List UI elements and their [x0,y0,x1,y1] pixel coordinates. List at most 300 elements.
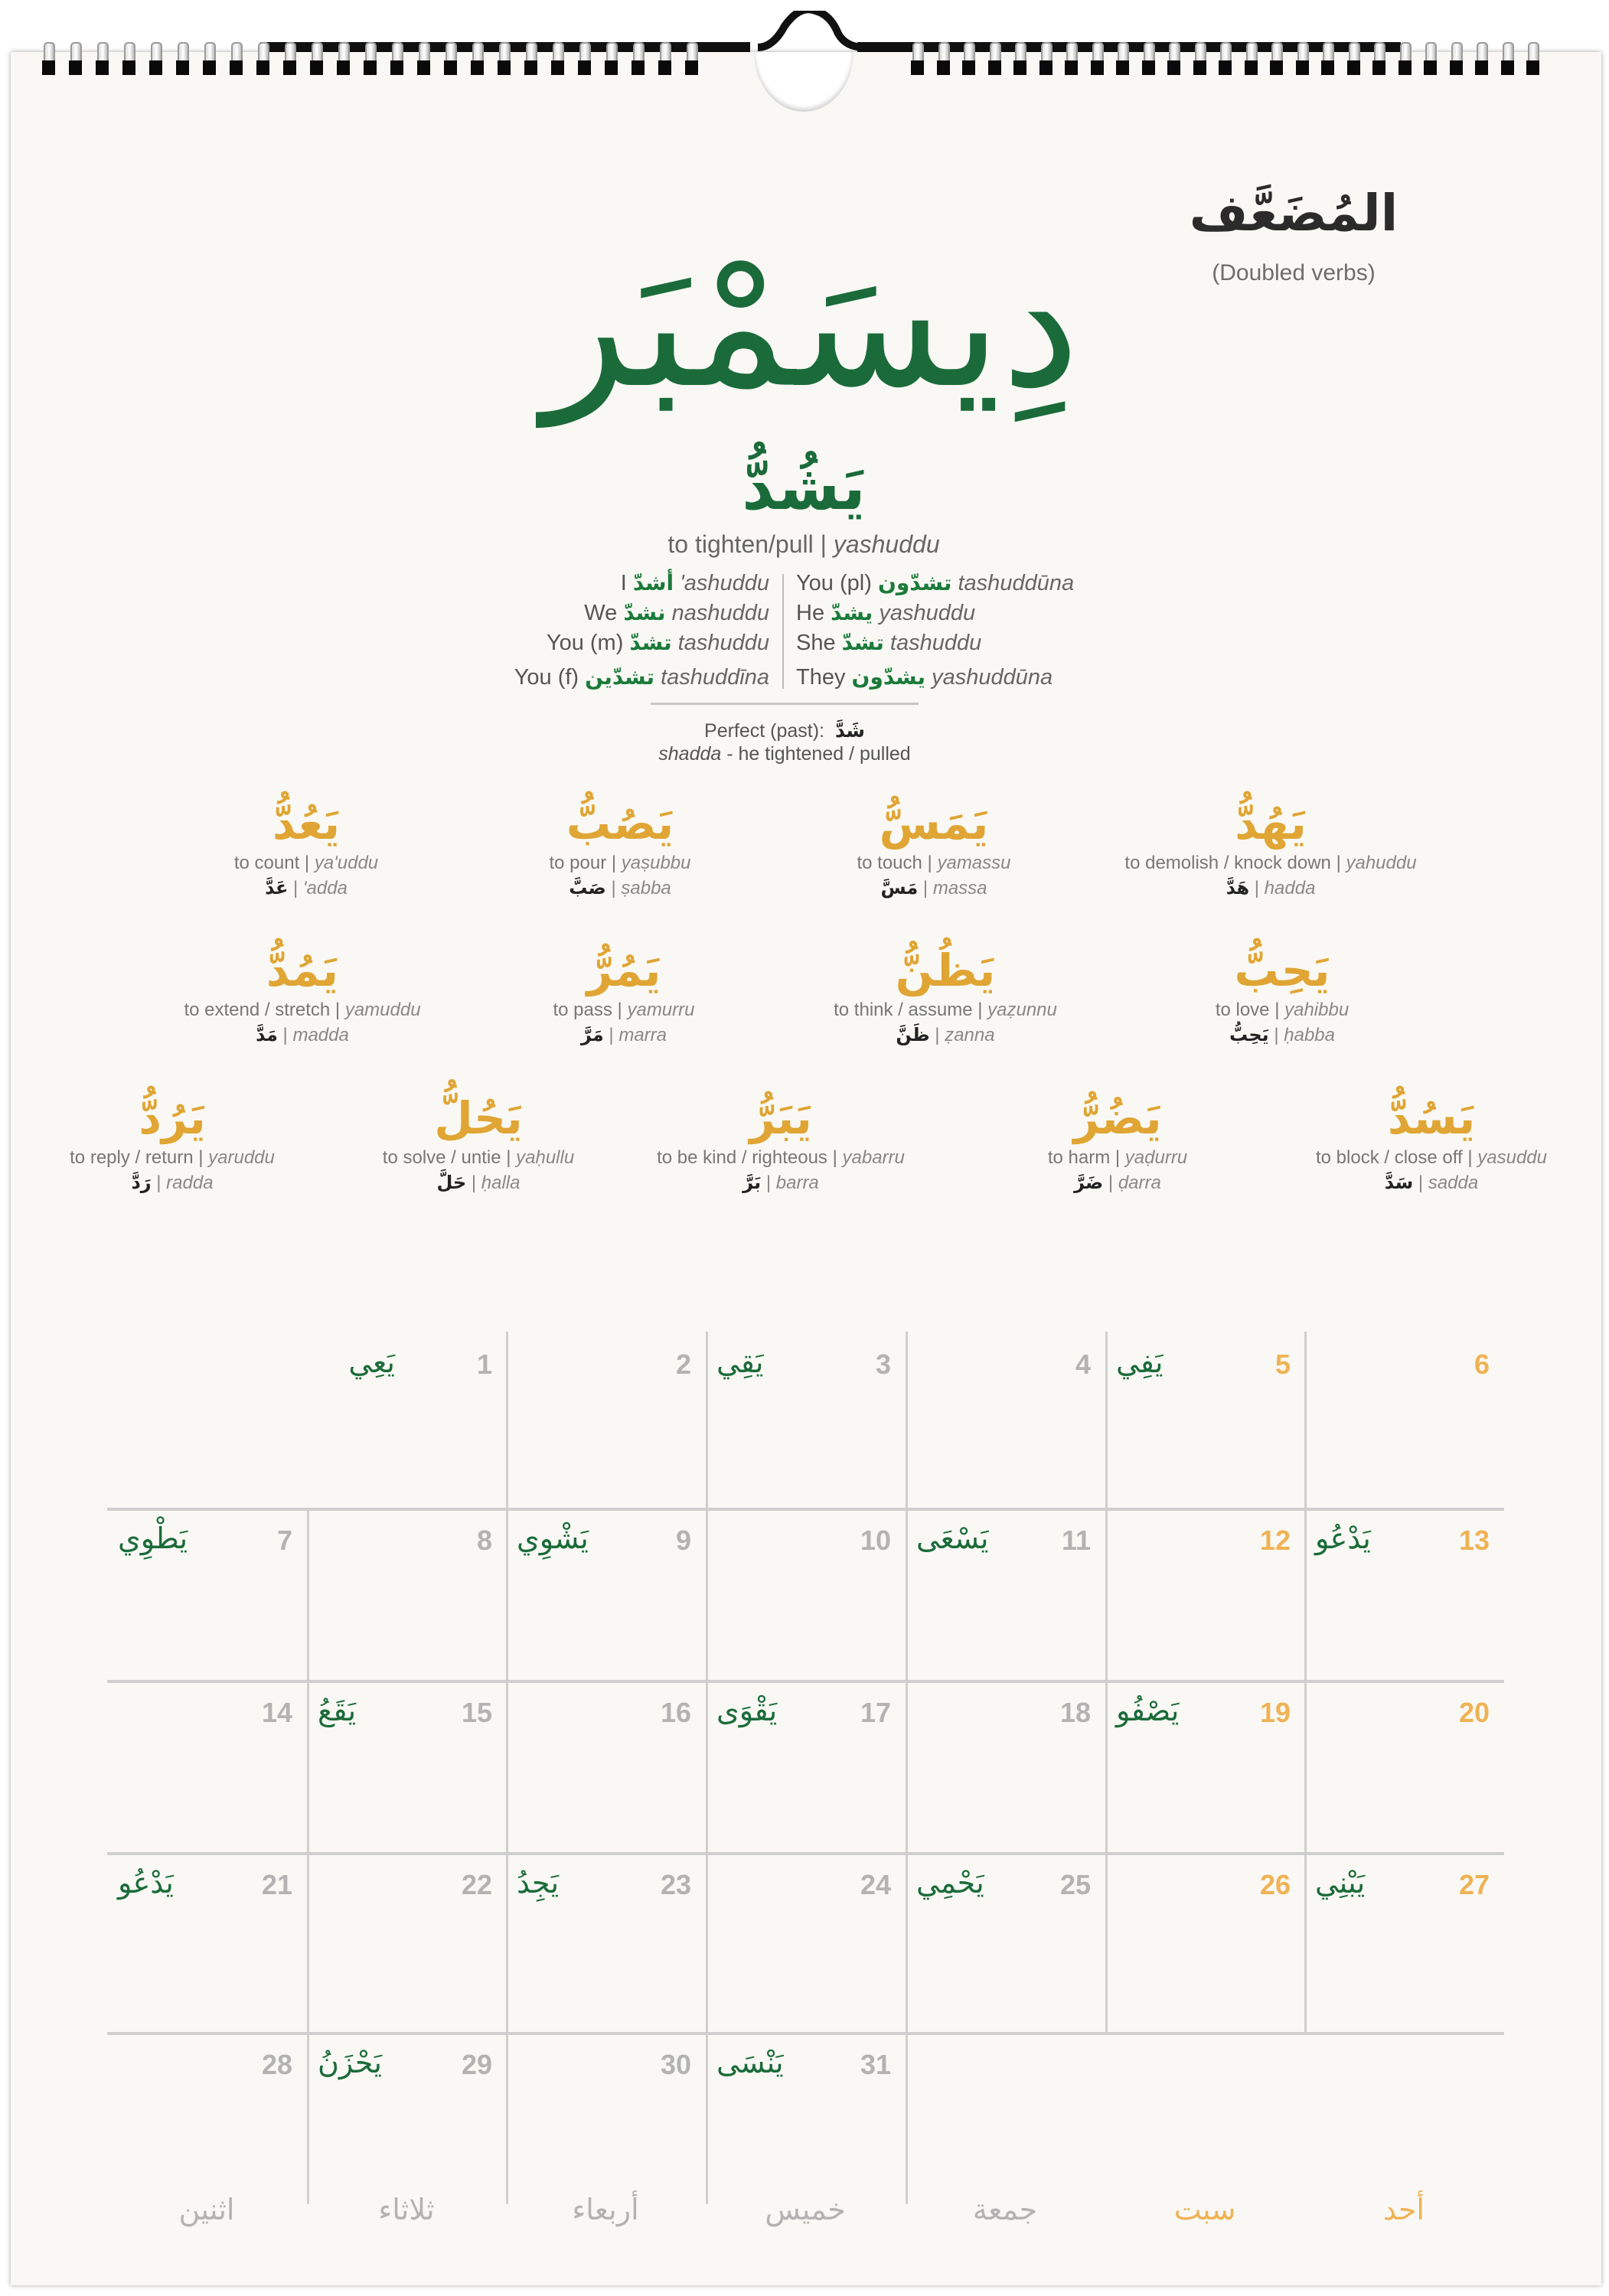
calendar-day-21[interactable] [107,1852,306,2024]
past-arabic: رَدَّ [131,1172,152,1193]
verb-translit: yamassu [937,853,1011,873]
meaning-text: to extend / stretch [184,1000,331,1020]
verb-card [1286,1091,1577,1195]
calendar-day-19[interactable] [1105,1680,1304,1852]
arabic-form: يشدّ [831,600,873,625]
calendar-day-18[interactable] [906,1680,1105,1852]
calendar-day-31[interactable] [706,2032,905,2204]
ring-base [1142,60,1155,75]
category-title: المُضَعَّف [1189,184,1398,243]
verb-past: صَبَّ | ṣabba [569,877,671,899]
ring-base [1116,60,1129,75]
conjugation-row [796,568,1194,598]
calendar-day-15[interactable] [307,1680,506,1852]
day-number: 19 [1259,1697,1291,1728]
calendar-day-22[interactable] [307,1852,506,2024]
divider-rule [651,703,919,705]
verb-arabic: يَسُدُّ [1387,1092,1476,1144]
day-verb: يَدْعُو [118,1866,174,1900]
past-arabic: مَرَّ [580,1024,604,1045]
spiral-ring [471,42,484,77]
ring-base [658,60,671,75]
verb-card [521,796,720,901]
verb-meaning: to touch | yamassu [857,853,1011,873]
spiral-ring [1296,42,1309,77]
day-number: 4 [1075,1349,1091,1380]
weekday-label: جمعة [972,2193,1038,2226]
day-verb: يَحْزَنُ [318,2046,382,2079]
calendar-day-25[interactable] [906,1852,1105,2024]
arabic-form: أشدّ [632,570,674,595]
verb-card [46,1091,299,1195]
pronoun: You (pl) [796,571,872,595]
spiral-ring [364,42,377,77]
perfect-label: Perfect (past): [704,720,825,742]
meaning-text: to be kind / righteous [657,1147,827,1168]
meaning-text: to solve / untie [382,1147,501,1168]
day-number: 27 [1458,1869,1490,1900]
ring-base [1450,60,1463,75]
verb-translit: yahuddu [1346,853,1417,873]
translit: 'ashuddu [680,571,769,595]
perfect-translit: shadda [658,743,722,765]
spiral-ring [937,42,950,77]
past-translit: barra [775,1172,819,1193]
ring-base [988,60,1001,75]
verb-arabic: يَرُدُّ [139,1092,206,1144]
day-verb: يَحْمِي [916,1866,984,1900]
spiral-ring [96,42,109,77]
verb-past: بَرَّ | barra [742,1172,819,1193]
verb-translit: yahibbu [1284,1000,1350,1020]
verb-arabic: يَبَرُّ [749,1092,812,1144]
calendar-day-27[interactable] [1304,1852,1503,2024]
verb-meaning: to reply / return | yaruddu [70,1147,275,1168]
spiral-ring [42,42,55,77]
ring-base [937,60,950,75]
spiral-ring [524,42,537,77]
ring-base [69,60,82,75]
verb-meaning: to demolish / knock down | yahuddu [1124,853,1417,873]
spiral-ring [1526,42,1539,77]
ring-base [1475,60,1488,75]
verb-card [1186,943,1378,1048]
past-arabic: ضَرَّ [1074,1172,1104,1193]
spiral-ring [1270,42,1283,77]
perfect-tense [536,719,1033,765]
verb-meaning: to love | yahibbu [1215,1000,1350,1020]
past-translit: marra [618,1025,667,1045]
spiral-ring [122,42,135,77]
day-number: 9 [675,1525,691,1556]
meaning-text: to reply / return [70,1147,194,1168]
day-number: 13 [1458,1525,1490,1556]
conjugation-divider [782,574,784,689]
spiral-ring [578,42,591,77]
past-translit: ẓanna [945,1025,995,1045]
past-translit: radda [166,1172,214,1193]
pronoun: He [796,601,825,625]
calendar-day-9[interactable] [506,1508,705,1680]
ring-base [1424,60,1437,75]
meaning-text: to harm [1047,1147,1111,1168]
conjugation-row [429,662,769,692]
verb-past: ضَرَّ | ḍarra [1074,1172,1161,1193]
translit: tashuddu [677,631,769,655]
ring-base [911,60,924,75]
translit: nashuddu [671,601,769,625]
past-arabic: صَبَّ [569,877,606,899]
ring-base [1321,60,1334,75]
translit: tashuddūna [958,571,1075,595]
day-verb: يَفِي [1116,1345,1164,1379]
arabic-form: يشدّون [851,664,926,690]
perfect-line-2 [536,742,1033,765]
verb-past: عَدَّ | 'adda [265,877,348,899]
ring-base [149,60,162,75]
spiral-ring [1091,42,1104,77]
day-verb: يَجِدُ [517,1866,560,1900]
spiral-ring [911,42,924,77]
past-translit: ṣabba [621,878,671,899]
perfect-meaning: - he tightened / pulled [726,743,911,765]
verb-arabic: يَعُدُّ [272,797,341,850]
verb-past: مَدَّ | madda [256,1024,349,1045]
spiral-ring [685,42,698,77]
meaning-text: to pass [553,1000,612,1020]
verb-card [1102,796,1439,901]
meaning-text: to block / close off [1316,1147,1463,1168]
verb-meaning: to block / close off | yasuddu [1316,1147,1547,1168]
verb-card [157,943,448,1048]
verb-card [528,943,720,1048]
weekday-label: خميس [765,2193,846,2226]
verb-meaning: to harm | yaḍurru [1047,1147,1188,1168]
weekday-label: سبت [1173,2193,1236,2226]
transliteration: yashuddu [833,530,940,558]
spiral-ring [632,42,645,77]
spiral-ring [203,42,216,77]
past-arabic: مَسَّ [880,877,919,899]
day-number: 24 [860,1869,891,1900]
calendar-day-29[interactable] [307,2032,506,2204]
ring-base [230,60,243,75]
spiral-ring [1142,42,1155,77]
spiral-ring [551,42,564,77]
conjugation-row [796,662,1194,692]
ring-base [364,60,377,75]
day-number: 26 [1259,1869,1291,1900]
translit: yashuddūna [932,665,1053,690]
calendar-day-17[interactable] [706,1680,905,1852]
day-number: 11 [1061,1525,1091,1556]
day-verb: يَشْوِي [517,1521,589,1555]
calendar-day-14[interactable] [107,1680,306,1852]
verb-translit: yaḍurru [1124,1147,1188,1168]
spiral-ring [283,42,296,77]
spiral-ring [1245,42,1258,77]
spiral-ring [658,42,671,77]
ring-base [1270,60,1283,75]
meaning-text: to tighten/pull [667,530,814,558]
calendar-grid [107,1332,1504,2204]
ring-base [1039,60,1053,75]
spiral-ring [1167,42,1180,77]
weekday-label: اثنين [178,2193,235,2226]
verb-meaning: to pour | yaṣubbu [549,853,691,873]
day-verb: يَعِي [348,1345,395,1379]
verb-card [207,796,406,901]
calendar-day-4[interactable] [906,1332,1105,1504]
ring-base [122,60,135,75]
verb-card [352,1091,605,1195]
ring-base [96,60,109,75]
day-verb: يَقَعُ [318,1694,357,1727]
verb-arabic: يَمَسُّ [879,797,989,850]
conjugation-left [429,568,769,692]
day-verb: يَبْنِي [1315,1866,1366,1900]
past-translit: madda [292,1025,349,1045]
pronoun: We [584,601,618,625]
past-arabic: مَدَّ [256,1024,278,1045]
past-arabic: يَحِبُّ [1229,1024,1269,1045]
calendar-day-11[interactable] [906,1508,1105,1680]
day-number: 3 [875,1349,891,1380]
calendar-day-3[interactable] [706,1332,905,1504]
spiral-ring [1193,42,1206,77]
arabic-form: تشدّ [841,630,884,655]
spiral-ring [1321,42,1334,77]
verb-meaning: to count | ya'uddu [233,853,379,873]
verb-translit: yamuddu [344,1000,421,1020]
calendar-day-10[interactable] [706,1508,905,1680]
past-translit: massa [932,878,987,899]
day-number: 7 [276,1525,292,1556]
day-number: 10 [860,1525,891,1556]
verb-arabic: يَمُدُّ [266,944,339,996]
calendar-day-2[interactable] [506,1332,705,1504]
calendar-day-1[interactable] [107,1332,506,1504]
past-arabic: حَلَّ [436,1172,467,1193]
verb-past: يَحِبُّ | ḥabba [1229,1024,1336,1045]
day-number: 28 [261,2049,292,2080]
meaning-text: to count [233,853,300,873]
meaning-text: to think / assume [834,1000,973,1020]
ring-base [1347,60,1360,75]
arabic-form: تشدّون [877,570,952,595]
arabic-form: تشدّ [629,630,672,655]
day-verb: يَنْسَى [716,2046,784,2079]
conjugation-row [796,598,1194,628]
verb-past: مَرَّ | marra [580,1024,667,1045]
spiral-ring [390,42,403,77]
calendar-day-7[interactable] [107,1508,306,1680]
ring-base [390,60,403,75]
conjugation-row [429,598,769,628]
verb-arabic: يَهُدُّ [1235,797,1307,850]
month-title: دِيسَمْبَر [543,223,1080,427]
calendar-day-6[interactable] [1304,1332,1503,1504]
ring-base [1167,60,1180,75]
day-number: 15 [461,1697,492,1728]
calendar-day-13[interactable] [1304,1508,1503,1680]
ring-base [176,60,189,75]
calendar-day-26[interactable] [1105,1852,1304,2024]
ring-base [444,60,457,75]
day-number: 31 [860,2049,891,2080]
pronoun: I [620,571,627,595]
ring-base [1193,60,1206,75]
pronoun: She [796,631,836,655]
verb-translit: yasuddu [1477,1147,1547,1168]
past-arabic: سَدَّ [1384,1172,1414,1193]
verb-translit: yaẓunnu [987,1000,1057,1020]
verb-arabic: يَحِبُّ [1234,944,1330,996]
verb-translit: yaṣubbu [621,853,691,873]
spiral-ring [310,42,323,77]
ring-base [42,60,55,75]
spiral-ring [498,42,511,77]
ring-base [1526,60,1539,75]
day-verb: يَقْوَى [716,1694,778,1727]
spiral-ring [1398,42,1412,77]
spiral-ring [1039,42,1053,77]
day-number: 20 [1458,1697,1490,1728]
spiral-ring [176,42,189,77]
ring-base [1065,60,1078,75]
spiral-ring [962,42,975,77]
verb-meaning: to think / assume | yaẓunnu [834,1000,1057,1020]
past-translit: sadda [1428,1172,1479,1193]
ring-base [203,60,216,75]
category-subtitle: (Doubled verbs) [1212,260,1376,285]
ring-base [310,60,323,75]
day-number: 8 [476,1525,492,1556]
calendar-day-28[interactable] [107,2032,306,2204]
day-number: 22 [461,1869,492,1900]
day-number: 23 [660,1869,691,1900]
past-translit: hadda [1264,878,1316,899]
ring-base [632,60,645,75]
spiral-ring [1013,42,1026,77]
translit: tashuddīna [661,665,769,690]
day-number: 14 [261,1697,292,1728]
pronoun: You (f) [514,665,579,690]
meaning-text: to love [1215,1000,1270,1020]
ring-base [498,60,511,75]
verb-meaning: to extend / stretch | yamuddu [184,1000,421,1020]
conjugation-right [796,568,1194,692]
ring-base [1219,60,1232,75]
calendar-day-16[interactable] [506,1680,705,1852]
calendar-day-5[interactable] [1105,1332,1304,1504]
ring-base [256,60,269,75]
weekday-label: أحد [1383,2193,1425,2226]
spiral-ring [988,42,1001,77]
day-number: 12 [1259,1525,1291,1556]
spiral-ring [417,42,430,77]
day-verb: يَصْفُو [1116,1694,1180,1727]
weekday-label: أربعاء [572,2193,639,2226]
ring-base [685,60,698,75]
featured-verb: يَشُدُّ [742,452,866,524]
verb-arabic: يَمُرُّ [586,944,661,996]
calendar-day-24[interactable] [706,1852,905,2024]
ring-base [337,60,350,75]
spiral-ring [1475,42,1488,77]
past-translit: ḥalla [481,1172,521,1193]
weekday-label: ثلاثاء [378,2193,435,2226]
day-verb: يَدْعُو [1315,1521,1371,1555]
verb-meaning: to be kind / righteous | yabarru [657,1147,905,1168]
verb-past: سَدَّ | sadda [1384,1172,1479,1193]
ring-base [1296,60,1309,75]
spiral-ring [230,42,243,77]
spiral-ring [256,42,269,77]
translit: yashuddu [879,601,976,625]
ring-base [471,60,484,75]
day-number: 17 [860,1697,891,1728]
ring-base [962,60,975,75]
featured-verb-meaning [498,530,1110,559]
day-number: 21 [261,1869,292,1900]
ring-base [551,60,564,75]
day-number: 30 [660,2049,691,2080]
day-verb: يَطْوِي [118,1521,188,1555]
ring-base [1013,60,1026,75]
ring-base [1091,60,1104,75]
arabic-form: تشدّين [585,664,655,690]
calendar-day-8[interactable] [307,1508,506,1680]
ring-base [1398,60,1412,75]
spiral-ring [1065,42,1078,77]
past-arabic: عَدَّ [265,877,289,899]
calendar-day-12[interactable] [1105,1508,1304,1680]
translit: tashuddu [889,631,982,655]
verb-card [635,1091,926,1195]
day-number: 2 [675,1349,691,1380]
verb-card [827,796,1041,901]
past-arabic: هَدَّ [1226,877,1250,899]
calendar-day-23[interactable] [506,1852,705,2024]
arabic-form: نشدّ [623,600,666,625]
verb-card [808,943,1083,1048]
conjugation-row [429,628,769,657]
spiral-ring [1372,42,1385,77]
spiral-ring [1501,42,1514,77]
calendar-day-20[interactable] [1304,1680,1503,1852]
verb-past: مَسَّ | massa [880,877,987,899]
separator: | [820,530,827,558]
verb-translit: yabarru [842,1147,905,1168]
verb-translit: yamurru [627,1000,695,1020]
verb-arabic: يَصُبُّ [566,797,674,850]
past-arabic: بَرَّ [742,1172,762,1193]
ring-base [578,60,591,75]
spiral-ring [1424,42,1437,77]
day-number: 6 [1474,1349,1490,1380]
verb-translit: ya'uddu [314,853,379,873]
verb-translit: yaḥullu [516,1147,575,1168]
perfect-line-1 [536,719,1033,742]
calendar-day-30[interactable] [506,2032,705,2204]
ring-base [1245,60,1258,75]
spiral-ring [69,42,82,77]
day-verb: يَقِي [716,1345,764,1379]
day-number: 25 [1059,1869,1091,1900]
ring-base [524,60,537,75]
verb-past: حَلَّ | ḥalla [436,1172,521,1193]
